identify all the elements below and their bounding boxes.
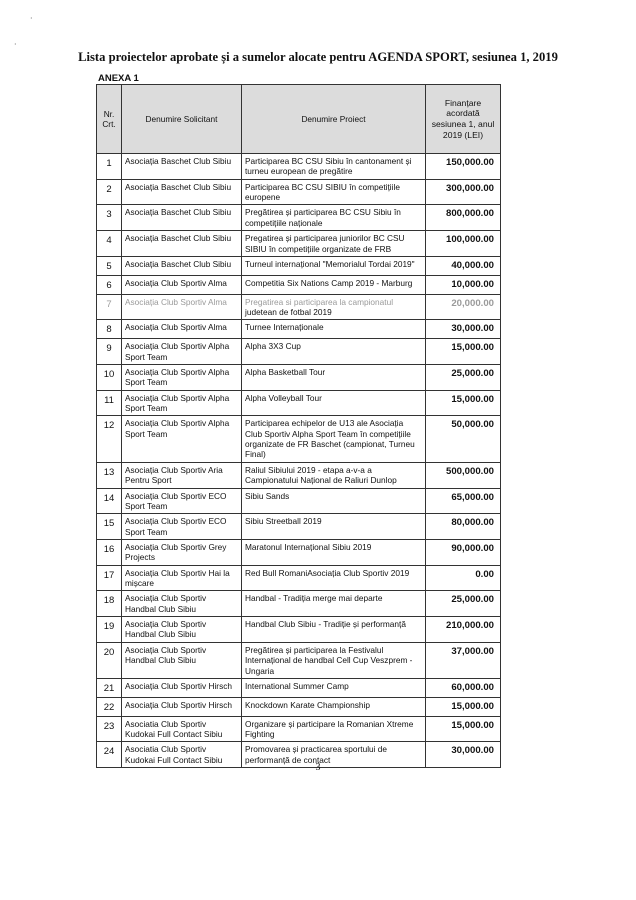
table-row xyxy=(97,231,501,257)
row-applicant: Asociația Club Sportiv Grey Projects xyxy=(122,539,242,565)
row-applicant: Asociația Club Sportiv Hirsch xyxy=(122,697,242,716)
row-applicant: Asociația Club Sportiv Alma xyxy=(122,275,242,294)
row-project: Alpha Volleyball Tour xyxy=(242,390,426,416)
row-project: Participarea BC CSU Sibiu în cantonament și turneu european de pregătire xyxy=(242,154,426,180)
table-row xyxy=(97,179,501,205)
row-project: Knockdown Karate Championship xyxy=(242,697,426,716)
row-number: 4 xyxy=(97,231,122,257)
table-row xyxy=(97,275,501,294)
document-title: Lista proiectelor aprobate și a sumelor alocate pentru AGENDA SPORT, sesiunea 1, 2019 xyxy=(78,50,558,64)
scan-speck: · xyxy=(14,40,17,49)
row-project: Handbal Club Sibiu - Tradiție și performanță xyxy=(242,617,426,643)
row-amount: 80,000.00 xyxy=(426,514,501,540)
row-project: Participarea echipelor de U13 ale Asociația Club Sportiv Alpha Sport Team în competițiile organizate de FR Baschet (campionat, Turneu Final) xyxy=(242,416,426,462)
row-amount: 10,000.00 xyxy=(426,275,501,294)
row-number: 10 xyxy=(97,364,122,390)
projects-table xyxy=(96,84,501,768)
row-applicant: Asociația Baschet Club Sibiu xyxy=(122,154,242,180)
row-applicant: Asociatia Club Sportiv Kudokai Full Contact Sibiu xyxy=(122,716,242,742)
row-applicant: Asociația Club Sportiv Handbal Club Sibiu xyxy=(122,617,242,643)
row-project: Sibiu Sands xyxy=(242,488,426,514)
row-amount: 30,000.00 xyxy=(426,742,501,768)
row-number: 19 xyxy=(97,617,122,643)
row-project-line: Pregatirea si participarea la campionatul xyxy=(245,296,394,307)
table-row xyxy=(97,591,501,617)
row-applicant: Asociația Club Sportiv Alma xyxy=(122,294,242,320)
page-number: 3 xyxy=(315,762,321,773)
row-amount: 100,000.00 xyxy=(426,231,501,257)
header-funding: Finanțare acordată sesiunea 1, anul 2019 (LEI) xyxy=(426,85,501,154)
row-number: 21 xyxy=(97,678,122,697)
row-project: Pregatirea și participarea juniorilor BC CSU SIBIU în competițiile organizate de FRB xyxy=(242,231,426,257)
row-applicant: Asociația Club Sportiv Alpha Sport Team xyxy=(122,364,242,390)
row-amount: 800,000.00 xyxy=(426,205,501,231)
table-row xyxy=(97,565,501,591)
row-number: 24 xyxy=(97,742,122,768)
row-number: 5 xyxy=(97,256,122,275)
header-applicant: Denumire Solicitant xyxy=(122,85,242,154)
row-amount: 50,000.00 xyxy=(426,416,501,462)
table-row xyxy=(97,320,501,339)
row-amount: 15,000.00 xyxy=(426,390,501,416)
table-row xyxy=(97,678,501,697)
row-amount: 25,000.00 xyxy=(426,591,501,617)
row-number: 8 xyxy=(97,320,122,339)
row-amount: 25,000.00 xyxy=(426,364,501,390)
row-amount: 90,000.00 xyxy=(426,539,501,565)
row-number: 14 xyxy=(97,488,122,514)
table-row xyxy=(97,294,501,320)
row-project: Maratonul Internațional Sibiu 2019 xyxy=(242,539,426,565)
row-applicant: Asociația Baschet Club Sibiu xyxy=(122,256,242,275)
row-amount: 210,000.00 xyxy=(426,617,501,643)
table-row xyxy=(97,617,501,643)
row-amount: 65,000.00 xyxy=(426,488,501,514)
table-row xyxy=(97,390,501,416)
row-project: Turnee Internaționale xyxy=(242,320,426,339)
row-project xyxy=(242,294,426,320)
row-number: 18 xyxy=(97,591,122,617)
table-row xyxy=(97,716,501,742)
row-project: Handbal - Tradiția merge mai departe xyxy=(242,591,426,617)
row-amount: 150,000.00 xyxy=(426,154,501,180)
row-number: 6 xyxy=(97,275,122,294)
row-number: 1 xyxy=(97,154,122,180)
row-applicant: Asociația Club Sportiv Handbal Club Sibiu xyxy=(122,642,242,678)
row-number: 17 xyxy=(97,565,122,591)
row-number: 2 xyxy=(97,179,122,205)
row-applicant: Asociația Club Sportiv Alma xyxy=(122,320,242,339)
row-project: Competitia Six Nations Camp 2019 - Marburg xyxy=(242,275,426,294)
row-amount: 15,000.00 xyxy=(426,697,501,716)
row-project: Sibiu Streetball 2019 xyxy=(242,514,426,540)
row-amount: 0.00 xyxy=(426,565,501,591)
row-number: 9 xyxy=(97,339,122,365)
row-applicant: Asociația Baschet Club Sibiu xyxy=(122,179,242,205)
row-project: Pregătirea și participarea la Festivalul Internațional de handbal Cell Cup Veszprem - Ungaria xyxy=(242,642,426,678)
table-row xyxy=(97,339,501,365)
row-applicant: Asociația Club Sportiv ECO Sport Team xyxy=(122,488,242,514)
row-number: 3 xyxy=(97,205,122,231)
row-number: 20 xyxy=(97,642,122,678)
row-amount: 40,000.00 xyxy=(426,256,501,275)
row-number: 11 xyxy=(97,390,122,416)
row-applicant: Asociația Baschet Club Sibiu xyxy=(122,205,242,231)
table-row xyxy=(97,488,501,514)
row-number: 23 xyxy=(97,716,122,742)
table-row xyxy=(97,256,501,275)
row-project: Raliul Sibiului 2019 - etapa a-v-a a Campionatului Național de Raliuri Dunlop xyxy=(242,462,426,488)
row-project: Turneul internațional "Memorialul Tordai 2019" xyxy=(242,256,426,275)
row-amount: 30,000.00 xyxy=(426,320,501,339)
table-row xyxy=(97,416,501,462)
row-applicant: Asociația Club Sportiv Hirsch xyxy=(122,678,242,697)
scan-speck: · xyxy=(30,14,33,23)
row-number: 22 xyxy=(97,697,122,716)
row-amount: 15,000.00 xyxy=(426,716,501,742)
row-applicant: Asociația Club Sportiv ECO Sport Team xyxy=(122,514,242,540)
table-row xyxy=(97,205,501,231)
header-nr: Nr. Crt. xyxy=(97,85,122,154)
table-row xyxy=(97,642,501,678)
table-row xyxy=(97,514,501,540)
table-body xyxy=(97,154,501,768)
row-amount: 20,000.00 xyxy=(426,294,501,320)
row-applicant: Asociația Club Sportiv Handbal Club Sibiu xyxy=(122,591,242,617)
row-applicant: Asociația Baschet Club Sibiu xyxy=(122,231,242,257)
row-applicant: Asociatia Club Sportiv Kudokai Full Contact Sibiu xyxy=(122,742,242,768)
row-project: Pregătirea și participarea BC CSU Sibiu în competițiile naționale xyxy=(242,205,426,231)
table-row xyxy=(97,154,501,180)
row-applicant: Asociația Club Sportiv Alpha Sport Team xyxy=(122,416,242,462)
row-amount: 300,000.00 xyxy=(426,179,501,205)
row-number: 7 xyxy=(97,294,122,320)
row-amount: 15,000.00 xyxy=(426,339,501,365)
table-row xyxy=(97,462,501,488)
row-amount: 60,000.00 xyxy=(426,678,501,697)
row-project: Alpha Basketball Tour xyxy=(242,364,426,390)
row-project: International Summer Camp xyxy=(242,678,426,697)
row-amount: 500,000.00 xyxy=(426,462,501,488)
row-applicant: Asociația Club Sportiv Alpha Sport Team xyxy=(122,390,242,416)
row-project: Participarea BC CSU SIBIU în competițiile europene xyxy=(242,179,426,205)
row-project: Alpha 3X3 Cup xyxy=(242,339,426,365)
table-row xyxy=(97,539,501,565)
row-project: Organizare și participare la Romanian Xtreme Fighting xyxy=(242,716,426,742)
row-project-line: judetean de fotbal 2019 xyxy=(245,306,332,317)
row-number: 15 xyxy=(97,514,122,540)
table-row xyxy=(97,364,501,390)
row-applicant: Asociația Club Sportiv Hai la mișcare xyxy=(122,565,242,591)
table-row xyxy=(97,697,501,716)
table-header-row xyxy=(97,85,501,154)
annex-label: ANEXA 1 xyxy=(98,73,139,84)
row-applicant: Asociația Club Sportiv Alpha Sport Team xyxy=(122,339,242,365)
row-amount: 37,000.00 xyxy=(426,642,501,678)
row-applicant: Asociația Club Sportiv Aria Pentru Sport xyxy=(122,462,242,488)
row-number: 13 xyxy=(97,462,122,488)
header-project: Denumire Proiect xyxy=(242,85,426,154)
row-project: Red Bull RomaniAsociația Club Sportiv 2019 xyxy=(242,565,426,591)
row-project: Promovarea și practicarea sportului de performanță de contact xyxy=(242,742,426,768)
row-number: 16 xyxy=(97,539,122,565)
row-number: 12 xyxy=(97,416,122,462)
